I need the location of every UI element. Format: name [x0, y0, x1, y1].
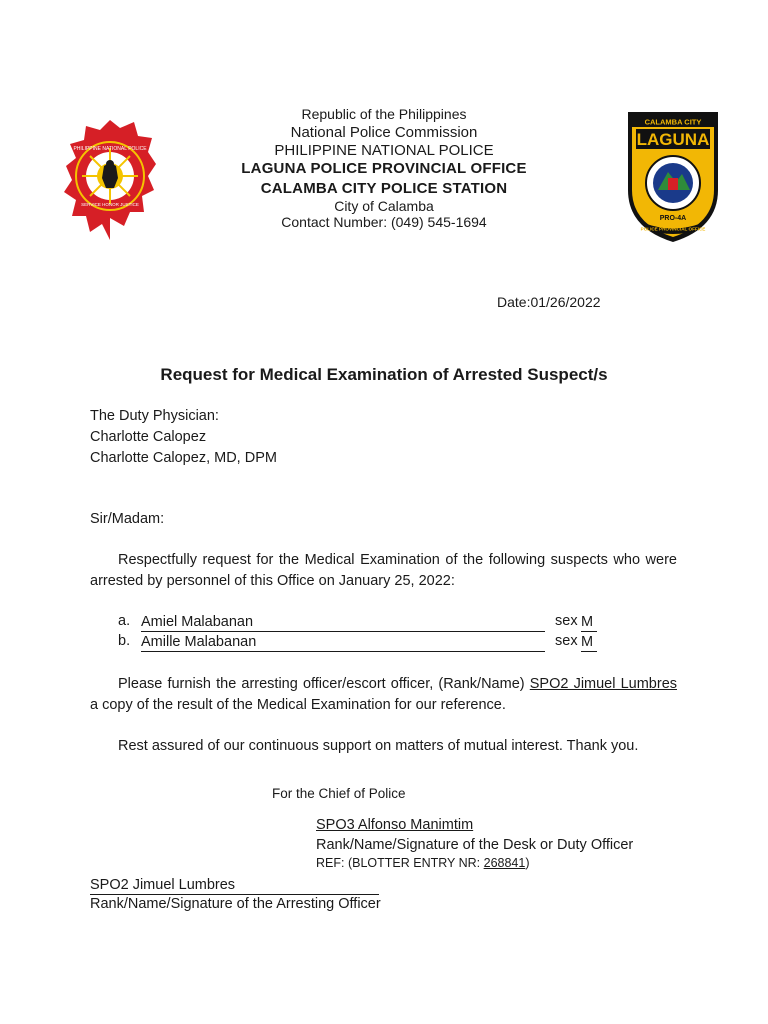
header-city: City of Calamba [334, 198, 434, 214]
for-chief-of-police: For the Chief of Police [272, 786, 406, 801]
suspect-letter: a. [118, 613, 131, 629]
salutation: Sir/Madam: [90, 511, 165, 527]
arresting-officer-caption: Rank/Name/Signature of the Arresting Officer [90, 896, 381, 912]
addressee-role: The Duty Physician: [90, 408, 219, 424]
blotter-ref-suffix: ) [525, 856, 530, 870]
header-pnp: PHILIPPINE NATIONAL POLICE [274, 142, 494, 159]
suspect-sex-label: sex [555, 633, 578, 649]
list-item [118, 633, 608, 653]
closing-paragraph: Rest assured of our continuous support on matters of mutual interest. Thank you. [118, 738, 639, 754]
suspect-sex-value: M [581, 613, 597, 632]
badge-footer-text: POLICE PROVINCIAL OFFICE [640, 226, 706, 232]
document-title: Request for Medical Examination of Arrested Suspect/s [160, 365, 608, 384]
suspect-sex-label: sex [555, 613, 578, 629]
desk-officer-name: SPO3 Alfonso Manimtim [316, 817, 474, 833]
arresting-officer-name: SPO2 Jimuel Lumbres [90, 877, 379, 895]
suspect-sex-value: M [581, 633, 597, 652]
suspect-name: Amille Malabanan [141, 633, 545, 652]
badge-sub-text: PRO-4A [659, 215, 687, 222]
pnp-seal-text-bottom: SERVICE HONOR JUSTICE [81, 202, 139, 207]
blotter-ref-prefix: REF: (BLOTTER ENTRY NR: [316, 856, 484, 870]
list-item [118, 613, 608, 633]
suspect-name: Amiel Malabanan [141, 613, 545, 632]
date-line: Date:01/26/2022 [497, 294, 601, 310]
header-provincial-office: LAGUNA POLICE PROVINCIAL OFFICE [241, 160, 527, 177]
header-napolcom: National Police Commission [290, 124, 478, 141]
furnish-text-prefix: Please furnish the arresting officer/escort officer, (Rank/Name) [118, 676, 525, 692]
desk-officer-caption: Rank/Name/Signature of the Desk or Duty Officer [316, 837, 634, 853]
desk-officer-block [316, 815, 633, 871]
addressee-name: Charlotte Calopez [90, 429, 207, 445]
addressee-block [90, 406, 277, 469]
addressee-name-credentials: Charlotte Calopez, MD, DPM [90, 450, 277, 466]
suspect-letter: b. [118, 633, 131, 649]
badge-banner-text: CALAMBA CITY [644, 117, 702, 127]
header-contact-number: Contact Number: (049) 545-1694 [281, 214, 487, 230]
badge-title-text: LAGUNA [636, 130, 710, 149]
blotter-entry-number: 268841 [483, 856, 526, 870]
blotter-reference [316, 855, 633, 871]
arresting-officer-name-inline: SPO2 Jimuel Lumbres [529, 676, 678, 692]
header-police-station: CALAMBA CITY POLICE STATION [260, 180, 508, 197]
furnish-text-suffix: a copy of the result of the Medical Examination for our reference. [90, 697, 506, 713]
request-paragraph: Respectfully request for the Medical Examination of the following suspects who were arrested by personnel of this Office on January 25, 2022: [90, 552, 677, 589]
header-republic: Republic of the Philippines [301, 106, 467, 122]
pnp-seal-text-top: PHILIPPINE NATIONAL POLICE [73, 146, 147, 152]
arresting-officer-block [90, 876, 381, 914]
furnish-paragraph [90, 674, 677, 716]
